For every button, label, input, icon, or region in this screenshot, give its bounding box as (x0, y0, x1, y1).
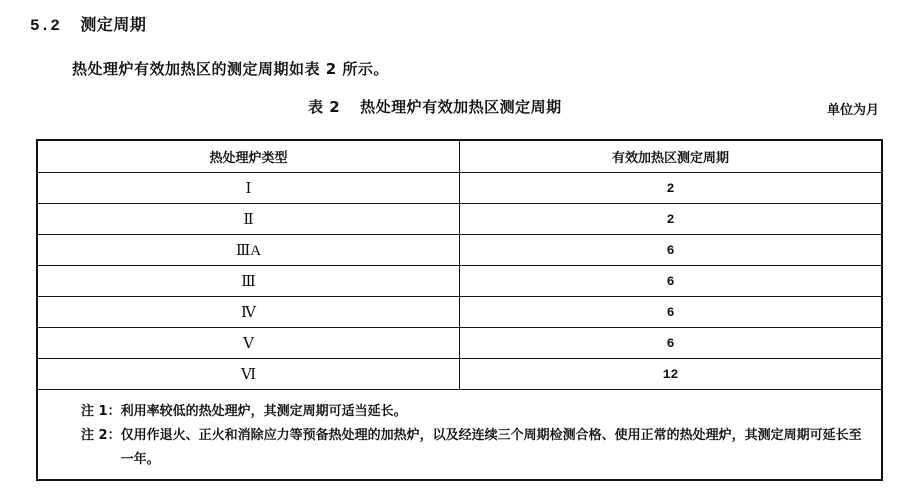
period-cell: 2 (460, 204, 882, 235)
table-row (38, 297, 881, 328)
table-header-row (38, 141, 881, 173)
table-row (38, 328, 881, 359)
note-label: 注 2： (81, 428, 121, 443)
table-row (38, 359, 881, 390)
period-cell: 12 (460, 359, 882, 390)
table-note (81, 424, 881, 472)
table-frame (36, 139, 883, 481)
header-inspection-period: 有效加热区测定周期 (460, 141, 882, 173)
table-caption (308, 96, 562, 117)
table-row (38, 173, 881, 204)
table-row (38, 266, 881, 297)
intro-paragraph: 热处理炉有效加热区的测定周期如表 2 所示。 (72, 60, 389, 78)
unit-label: 单位为月 (826, 103, 879, 118)
inspection-period-table (38, 141, 881, 390)
furnace-type-cell: Ⅳ (38, 297, 460, 328)
furnace-type-cell: Ⅴ (38, 328, 460, 359)
furnace-type-cell: Ⅱ (38, 204, 460, 235)
period-cell: 2 (460, 173, 882, 204)
note-label: 注 1： (81, 404, 121, 419)
table-row (38, 235, 881, 266)
section-number: 5.2 (30, 17, 61, 35)
table-caption-number: 表 2 (308, 98, 341, 116)
period-cell: 6 (460, 328, 882, 359)
period-cell: 6 (460, 266, 882, 297)
header-furnace-type: 热处理炉类型 (38, 141, 460, 173)
table-caption-title: 热处理炉有效加热区测定周期 (360, 98, 562, 116)
period-cell: 6 (460, 297, 882, 328)
furnace-type-cell: Ⅵ (38, 359, 460, 390)
section-title: 测定周期 (80, 15, 147, 34)
note-text: 仅用作退火、正火和消除应力等预备热处理的加热炉，以及经连续三个周期检测合格、使用正常的热处理炉，其测定周期可延长至一年。 (120, 428, 862, 467)
section-heading (30, 12, 146, 35)
furnace-type-cell: ⅢA (38, 235, 460, 266)
table-notes (38, 390, 881, 472)
period-cell: 6 (460, 235, 882, 266)
furnace-type-cell: Ⅲ (38, 266, 460, 297)
note-text: 利用率较低的热处理炉，其测定周期可适当延长。 (120, 404, 407, 419)
furnace-type-cell: Ⅰ (38, 173, 460, 204)
table-row (38, 204, 881, 235)
table-note (81, 400, 881, 424)
